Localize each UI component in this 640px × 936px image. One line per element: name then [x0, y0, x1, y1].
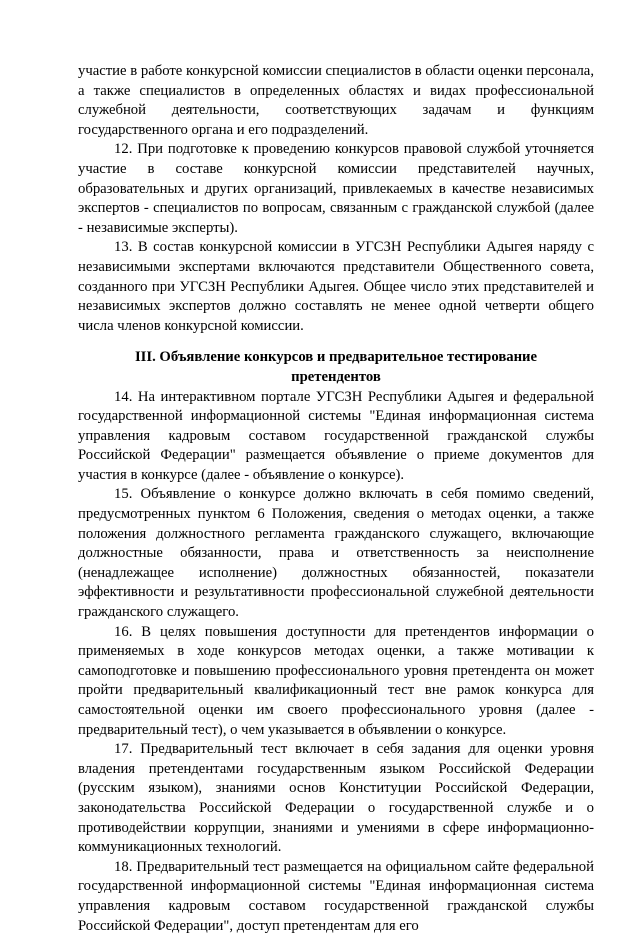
paragraph-p18: 18. Предварительный тест размещается на официальном сайте федеральной государственной информационной системы "Единая информационная система управления кадровым составом государственной гражданской службы Российской Федерации", доступ претендентам для его: [78, 858, 594, 936]
paragraph-p13: 13. В состав конкурсной комиссии в УГСЗН Республики Адыгея наряду с независимыми экспертами включаются представители Общественного совета, созданного при УГСЗН Республики Адыгея. Общее число этих представителей и независимых экспертов должно составлять не менее одной четверти общего числа членов конкурсной комиссии.: [78, 238, 594, 336]
paragraph-p14: 14. На интерактивном портале УГСЗН Республики Адыгея и федеральной государственной информационной системы "Единая информационная система управления кадровым составом государственной гражданской службы Российской Федерации" размещается объявление о приеме документов для участия в конкурсе (далее - объявление о конкурсе).: [78, 388, 594, 486]
paragraphs-before-section: [78, 62, 594, 336]
paragraph-p15: 15. Объявление о конкурсе должно включать в себя помимо сведений, предусмотренных пунктом 6 Положения, сведения о методах оценки, а также положения должностного регламента гражданского служащего, включающие должностные обязанности, права и ответственность за неисполнение (ненадлежащее исполнение) должностных обязанностей, показатели эффективности и результативности профессиональной служебной деятельности гражданского служащего.: [78, 485, 594, 622]
paragraph-p12: 12. При подготовке к проведению конкурсов правовой службой уточняется участие в составе конкурсной комиссии представителей научных, образовательных и других организаций, привлекаемых в качестве независимых экспертов - специалистов по вопросам, связанным с гражданской службой (далее - независимые эксперты).: [78, 140, 594, 238]
section-title: III. Объявление конкурсов и предварительное тестирование претендентов: [78, 348, 594, 387]
document-page: [78, 62, 594, 936]
paragraph-p16: 16. В целях повышения доступности для претендентов информации о применяемых в ходе конкурсов методах оценки, а также мотивации к самоподготовке и повышению профессионального уровня претендента он может пройти предварительный квалификационный тест вне рамок конкурса для самостоятельной оценки им своего профессионального уровня (далее - предварительный тест), о чем указывается в объявлении о конкурсе.: [78, 623, 594, 741]
paragraphs-after-section: [78, 388, 594, 936]
paragraph-p-cont: участие в работе конкурсной комиссии специалистов в области оценки персонала, а также специалистов в определенных областях и видах профессиональной служебной деятельности, соответствующих задачам и функциям государственного органа и его подразделений.: [78, 62, 594, 140]
paragraph-p17: 17. Предварительный тест включает в себя задания для оценки уровня владения претендентами государственным языком Российской Федерации (русским языком), знаниями основ Конституции Российской Федерации, законодательства Российской Федерации о государственной службе и о противодействии коррупции, знаниями и умениями в сфере информационно-коммуникационных технологий.: [78, 740, 594, 858]
